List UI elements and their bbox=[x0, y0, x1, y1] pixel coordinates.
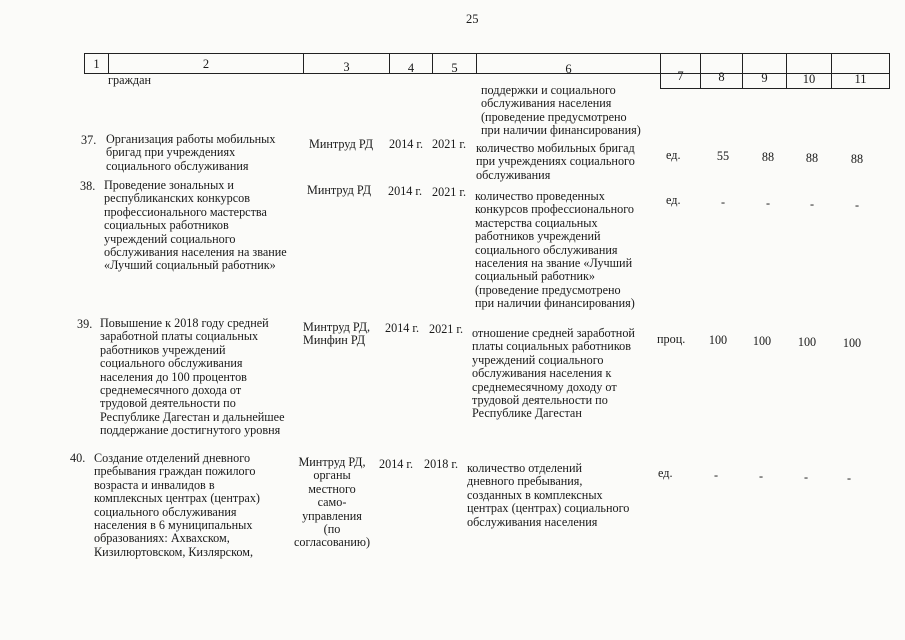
row-unit: ед. bbox=[658, 466, 673, 480]
header-col-6: 6 bbox=[565, 62, 572, 76]
row-value-2019: - bbox=[758, 469, 764, 483]
row-number: 37. bbox=[81, 133, 97, 147]
row-number: 38. bbox=[80, 179, 96, 193]
header-top-border bbox=[84, 53, 890, 54]
row-value-2019: - bbox=[765, 196, 771, 210]
row-number: 40. bbox=[70, 451, 86, 465]
row-value-2018: - bbox=[720, 195, 726, 209]
row-end-year: 2021 г. bbox=[432, 185, 467, 199]
header-divider bbox=[889, 53, 890, 88]
header-col-10: 10 bbox=[802, 72, 816, 86]
row-value-2021: - bbox=[846, 471, 852, 485]
header-col-9: 9 bbox=[761, 71, 768, 85]
row-indicator: отношение средней заработной платы социальных работников учреждений социального обслуживания населения к среднемесячному доходу от трудовой деятельности по Республике Дагестан bbox=[472, 326, 635, 421]
row-executor: Минтруд РД bbox=[307, 183, 372, 197]
row-start-year: 2014 г. bbox=[385, 321, 420, 335]
row-indicator: количество мобильных бригад при учреждениях социального обслуживания bbox=[476, 141, 635, 182]
header-col-4: 4 bbox=[407, 61, 415, 75]
header-col-3: 3 bbox=[343, 60, 350, 74]
header-col-8: 8 bbox=[718, 70, 725, 84]
row-value-2018: 100 bbox=[708, 333, 728, 347]
row-value-2018: - bbox=[713, 468, 719, 482]
row-executor: Минтруд РД, органы местного само- управления (по согласованию) bbox=[293, 455, 371, 550]
header-col-7: 7 bbox=[677, 69, 684, 83]
row-end-year: 2021 г. bbox=[432, 137, 467, 151]
header-col-2: 2 bbox=[202, 57, 210, 71]
row-start-year: 2014 г. bbox=[388, 184, 423, 198]
row-value-2020: - bbox=[809, 197, 815, 211]
row-start-year: 2014 г. bbox=[389, 137, 424, 151]
row-name: Проведение зональных и республиканских конкурсов профессионального мастерства социальных работников учреждений социального обслуживания населения на звание «Лучший социальный работник» bbox=[104, 178, 287, 273]
row-indicator: количество отделений дневного пребывания, созданных в комплексных центрах (центрах) социального обслуживания населения bbox=[467, 461, 630, 529]
row-value-2020: 88 bbox=[805, 151, 819, 165]
row-end-year: 2021 г. bbox=[429, 322, 464, 336]
row-number: 39. bbox=[77, 317, 93, 331]
row-executor: Минтруд РД, Минфин РД bbox=[303, 320, 371, 348]
row-indicator: количество проведенных конкурсов профессионального мастерства социальных работников учреждений социального обслуживания населения на звание «Лучший социальный работник» (проведение предусмотрено при наличии финансирования) bbox=[475, 189, 635, 311]
row-unit: ед. bbox=[666, 148, 681, 162]
header-col-5: 5 bbox=[451, 61, 458, 75]
row-value-2021: - bbox=[854, 198, 860, 212]
row-value-2020: 100 bbox=[797, 335, 817, 349]
row-name: Повышение к 2018 году средней заработной платы социальных работников учреждений социального обслуживания населения до 100 процентов среднемесячного дохода от трудовой деятельности по Республике Дагестан и дальнейшее поддержание достигнутого уровня bbox=[100, 316, 285, 438]
row-end-year: 2018 г. bbox=[424, 457, 459, 471]
header-col-1: 1 bbox=[93, 57, 100, 71]
row-value-2019: 88 bbox=[761, 150, 775, 164]
continuation-col2: граждан bbox=[108, 73, 152, 87]
row-unit: ед. bbox=[666, 193, 681, 207]
row-name: Создание отделений дневного пребывания граждан пожилого возраста и инвалидов в комплексных центрах (центрах) социального обслуживания населения в 6 муниципальных образованиях: Ахвахском, Кизилюртовском, Кизлярском, bbox=[94, 451, 260, 559]
row-value-2021: 100 bbox=[842, 336, 862, 350]
row-value-2021: 88 bbox=[850, 152, 864, 166]
row-value-2020: - bbox=[803, 470, 809, 484]
row-value-2019: 100 bbox=[752, 334, 772, 348]
continuation-col6: поддержки и социального обслуживания населения (проведение предусмотрено при наличии финансирования) bbox=[481, 83, 641, 138]
header-bottom-border-right bbox=[660, 88, 890, 89]
header-col-11: 11 bbox=[854, 72, 867, 86]
row-name: Организация работы мобильных бригад при учреждениях социального обслуживания bbox=[106, 132, 276, 173]
row-executor: Минтруд РД bbox=[309, 137, 374, 151]
page-number: 25 bbox=[466, 12, 479, 26]
row-start-year: 2014 г. bbox=[379, 457, 414, 471]
row-value-2018: 55 bbox=[716, 149, 730, 163]
row-unit: проц. bbox=[657, 332, 686, 346]
